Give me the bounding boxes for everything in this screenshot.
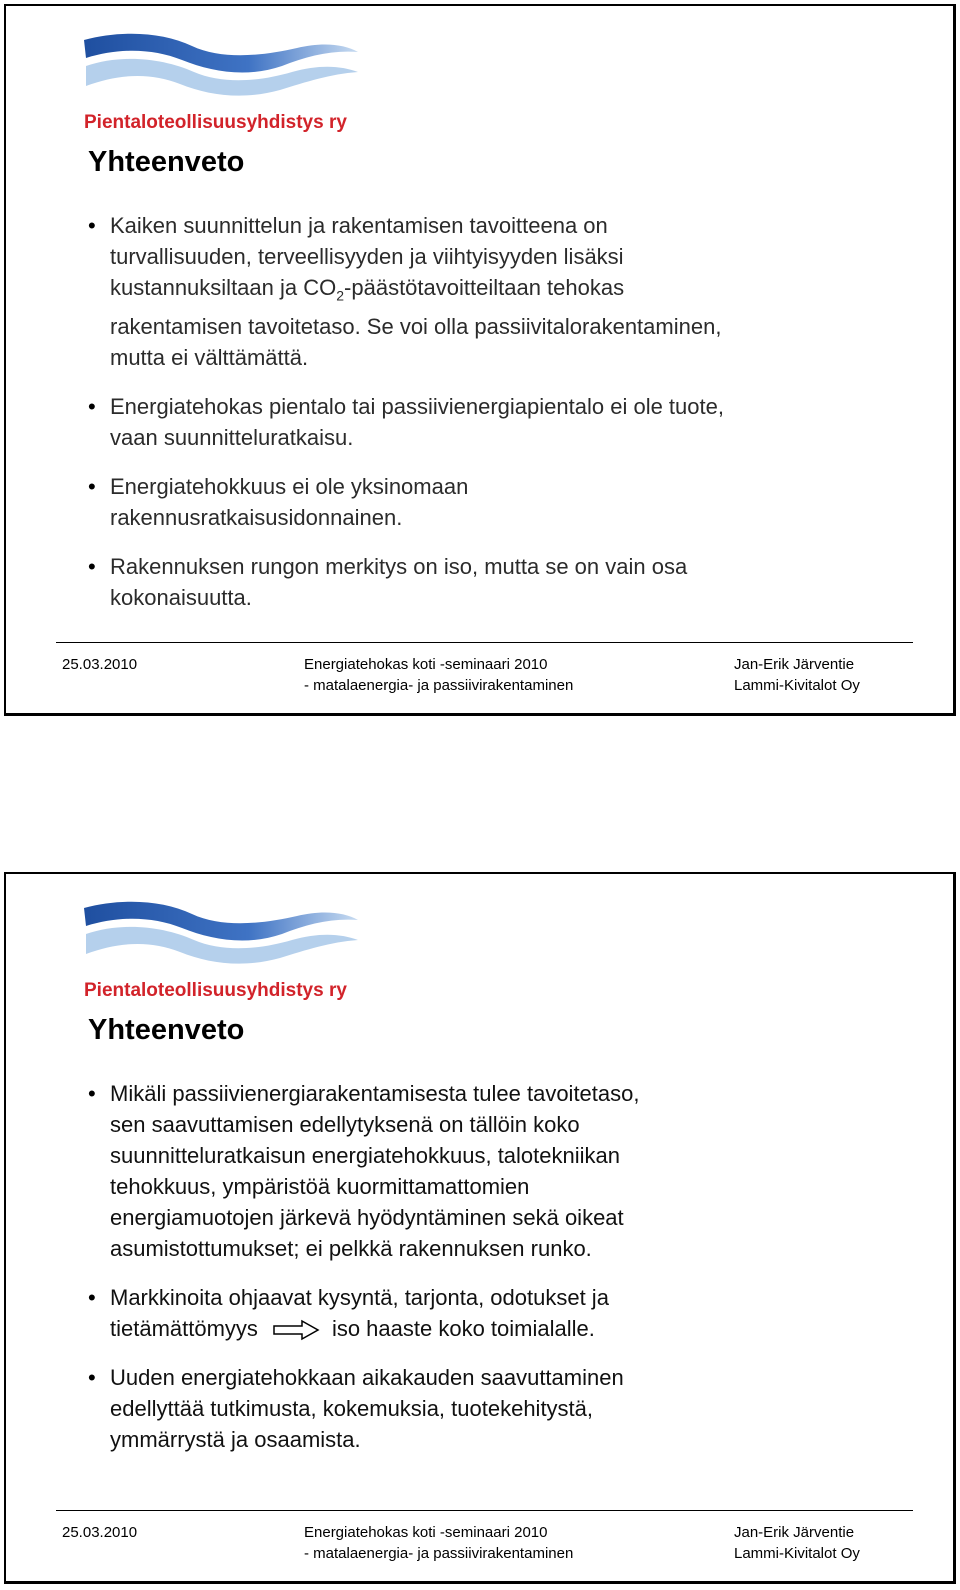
footer-divider: [56, 642, 913, 643]
slide-title: Yhteenveto: [88, 1014, 245, 1046]
bullet-dot-icon: •: [88, 474, 96, 500]
footer-event-line2: - matalaenergia- ja passiivirakentaminen: [304, 1545, 574, 1562]
wave-logo-icon: [82, 26, 362, 106]
slide-1: [4, 4, 956, 716]
bullet-item: [88, 1078, 888, 1264]
bullet-dot-icon: •: [88, 213, 96, 238]
bullet-text: Uuden energiatehokkaan aikakauden saavuttaminen edellyttää tutkimusta, kokemuksia, tuotekehitystä, ymmärrystä ja osaamista.: [110, 1365, 624, 1452]
footer-event: [304, 654, 573, 696]
bullet-text-part: Kaiken suunnittelun ja rakentamisen tavoitteena on turvallisuuden, terveellisyyden ja viihtyisyyden lisäksi: [110, 213, 624, 269]
bullet-dot-icon: •: [88, 394, 96, 420]
footer-date: 25.03.2010: [62, 1524, 138, 1541]
slide-2: [4, 872, 956, 1584]
footer-event: [304, 1522, 573, 1564]
bullet-text-line1: Markkinoita ohjaavat kysyntä, tarjonta, odotukset ja: [110, 1285, 609, 1310]
bullet-item: [88, 1282, 888, 1344]
footer-event-line2: - matalaenergia- ja passiivirakentaminen: [304, 677, 574, 694]
footer-author: [734, 654, 860, 696]
bullet-item: [88, 471, 888, 533]
footer-author-name: Jan-Erik Järventie: [734, 1524, 855, 1541]
footer-divider: [56, 1510, 913, 1511]
bullet-dot-icon: •: [88, 1285, 96, 1310]
organization-name: Pientaloteollisuusyhdistys ry: [84, 980, 347, 1001]
bullet-text-line2-post: iso haaste koko toimialalle.: [331, 1316, 595, 1341]
footer-event-line1: Energiatehokas koti -seminaari 2010: [304, 1524, 548, 1541]
bullet-text-co2-pre: kustannuksiltaan ja CO: [110, 275, 337, 300]
bullet-item: [88, 391, 888, 453]
footer-date: 25.03.2010: [62, 656, 138, 673]
bullet-dot-icon: •: [88, 1081, 96, 1106]
slide-title: Yhteenveto: [88, 146, 245, 178]
bullet-list: [88, 210, 888, 631]
organization-name: Pientaloteollisuusyhdistys ry: [84, 112, 347, 133]
bullet-text: Mikäli passiivienergiarakentamisesta tulee tavoitetaso, sen saavuttamisen edellytyksenä on tällöin koko suunnitteluratkaisun energiatehokkuus, talotekniikan tehokkuus, ympäristöä kuormittamattomien energiamuotojen järkevä hyödyntäminen sekä oikeat asumistottumukset; ei pelkkä rakennuksen runko.: [110, 1081, 640, 1261]
bullet-text-co2-post: -päästötavoitteiltaan tehokas: [344, 275, 625, 300]
bullet-dot-icon: •: [88, 1365, 96, 1390]
footer-author-company: Lammi-Kivitalot Oy: [734, 1545, 860, 1562]
co2-subscript: 2: [336, 287, 345, 304]
wave-logo-icon: [82, 894, 362, 974]
bullet-text: Energiatehokas pientalo tai passiivienergiapientalo ei ole tuote, vaan suunnitteluratkaisu.: [110, 394, 724, 451]
bullet-text-rest: rakentamisen tavoitetaso. Se voi olla passiivitalorakentaminen, mutta ei välttämättä.: [110, 314, 722, 371]
bullet-item: [88, 210, 888, 373]
footer-author-name: Jan-Erik Järventie: [734, 656, 855, 673]
footer-author-company: Lammi-Kivitalot Oy: [734, 677, 860, 694]
bullet-text: Energiatehokkuus ei ole yksinomaan rakennusratkaisusidonnainen.: [110, 474, 469, 531]
bullet-text: Rakennuksen rungon merkitys on iso, mutta se on vain osa kokonaisuutta.: [110, 554, 688, 611]
right-arrow-icon: [272, 1319, 320, 1341]
footer-author: [734, 1522, 860, 1564]
bullet-list: [88, 1078, 888, 1473]
footer-event-line1: Energiatehokas koti -seminaari 2010: [304, 656, 548, 673]
bullet-dot-icon: •: [88, 554, 96, 580]
bullet-item: [88, 551, 888, 613]
bullet-item: [88, 1362, 888, 1455]
bullet-text-line2-pre: tietämättömyys: [110, 1316, 258, 1341]
